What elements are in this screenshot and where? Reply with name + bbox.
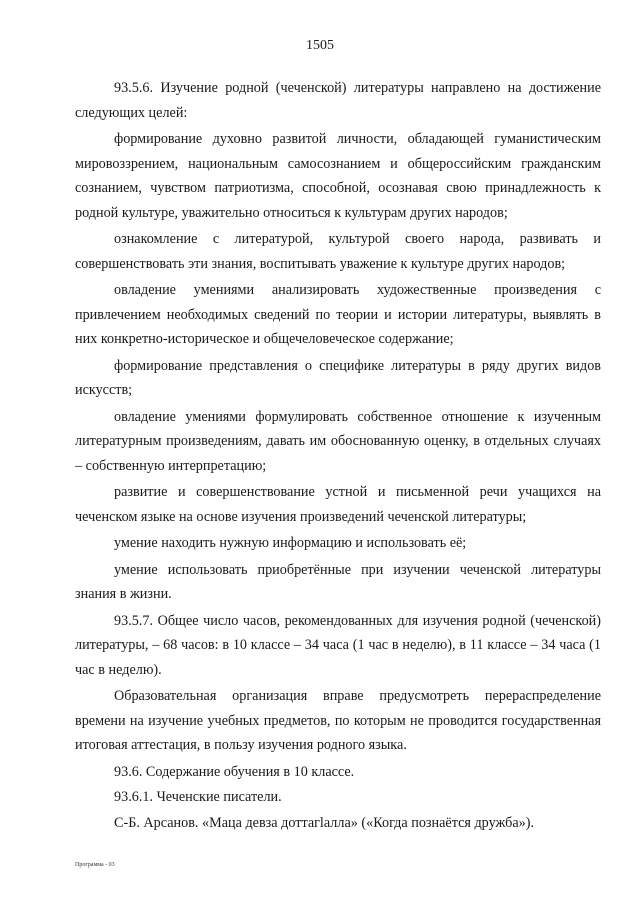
- paragraph-goal-specifics: формирование представления о специфике литературы в ряду других видов искусств;: [75, 357, 601, 398]
- paragraph-hours: 93.5.7. Общее число часов, рекомендованных для изучения родной (чеченской) литературы, – 68 часов: в 10 классе – 34 часа (1 час в неделю), в 11 классе – 34 часа (1 час в неделю).: [75, 612, 601, 678]
- subsection-heading-writers: 93.6.1. Чеченские писатели.: [114, 789, 282, 805]
- paragraph-arsanov: С-Б. Арсанов. «Маца девза доттагlалла» («Когда познаётся дружба»).: [114, 814, 534, 831]
- paragraph-goal-speech: развитие и совершенствование устной и письменной речи учащихся на чеченском языке на основе изучения произведений чеченской литературы;: [75, 484, 601, 525]
- paragraph-goal-information: умение находить нужную информацию и использовать её;: [114, 535, 467, 551]
- paragraph-goals-intro: 93.5.6. Изучение родной (чеченской) литературы направлено на достижение следующих целей:: [75, 80, 601, 121]
- footer-label: Программа - 03: [75, 862, 115, 868]
- paragraph-redistribution: Образовательная организация вправе предусмотреть перераспределение времени на изучение учебных предметов, по которым не проводится государственная итоговая аттестация, в пользу изучения родного языка.: [75, 688, 601, 753]
- paragraph-goal-personality: формирование духовно развитой личности, обладающей гуманистическим мировоззрением, национальным самосознанием и общероссийским гражданским сознанием, чувством патриотизма, способной, осознавая свою принадлежность к родной культуре, уважительно относиться к культурам других народов;: [75, 131, 601, 221]
- paragraph-goal-analysis: овладение умениями анализировать художественные произведения с привлечением необходимых сведений по теории и истории литературы, выявлять в них конкретно-историческое и общечеловеческое содержание;: [75, 282, 601, 347]
- paragraph-goal-knowledge: умение использовать приобретённые при изучении чеченской литературы знания в жизни.: [75, 561, 601, 602]
- paragraph-goal-attitude: овладение умениями формулировать собственное отношение к изученным литературным произведениям, давать им обоснованную оценку, в отдельных случаях – собственную интерпретацию;: [75, 408, 601, 474]
- section-heading-content: 93.6. Содержание обучения в 10 классе.: [114, 763, 355, 780]
- page-number: 1505: [306, 38, 334, 53]
- document-body: [75, 76, 601, 836]
- paragraph-goal-acquaintance: ознакомление с литературой, культурой своего народа, развивать и совершенствовать эти знания, воспитывать уважение к культуре других народов;: [75, 231, 601, 272]
